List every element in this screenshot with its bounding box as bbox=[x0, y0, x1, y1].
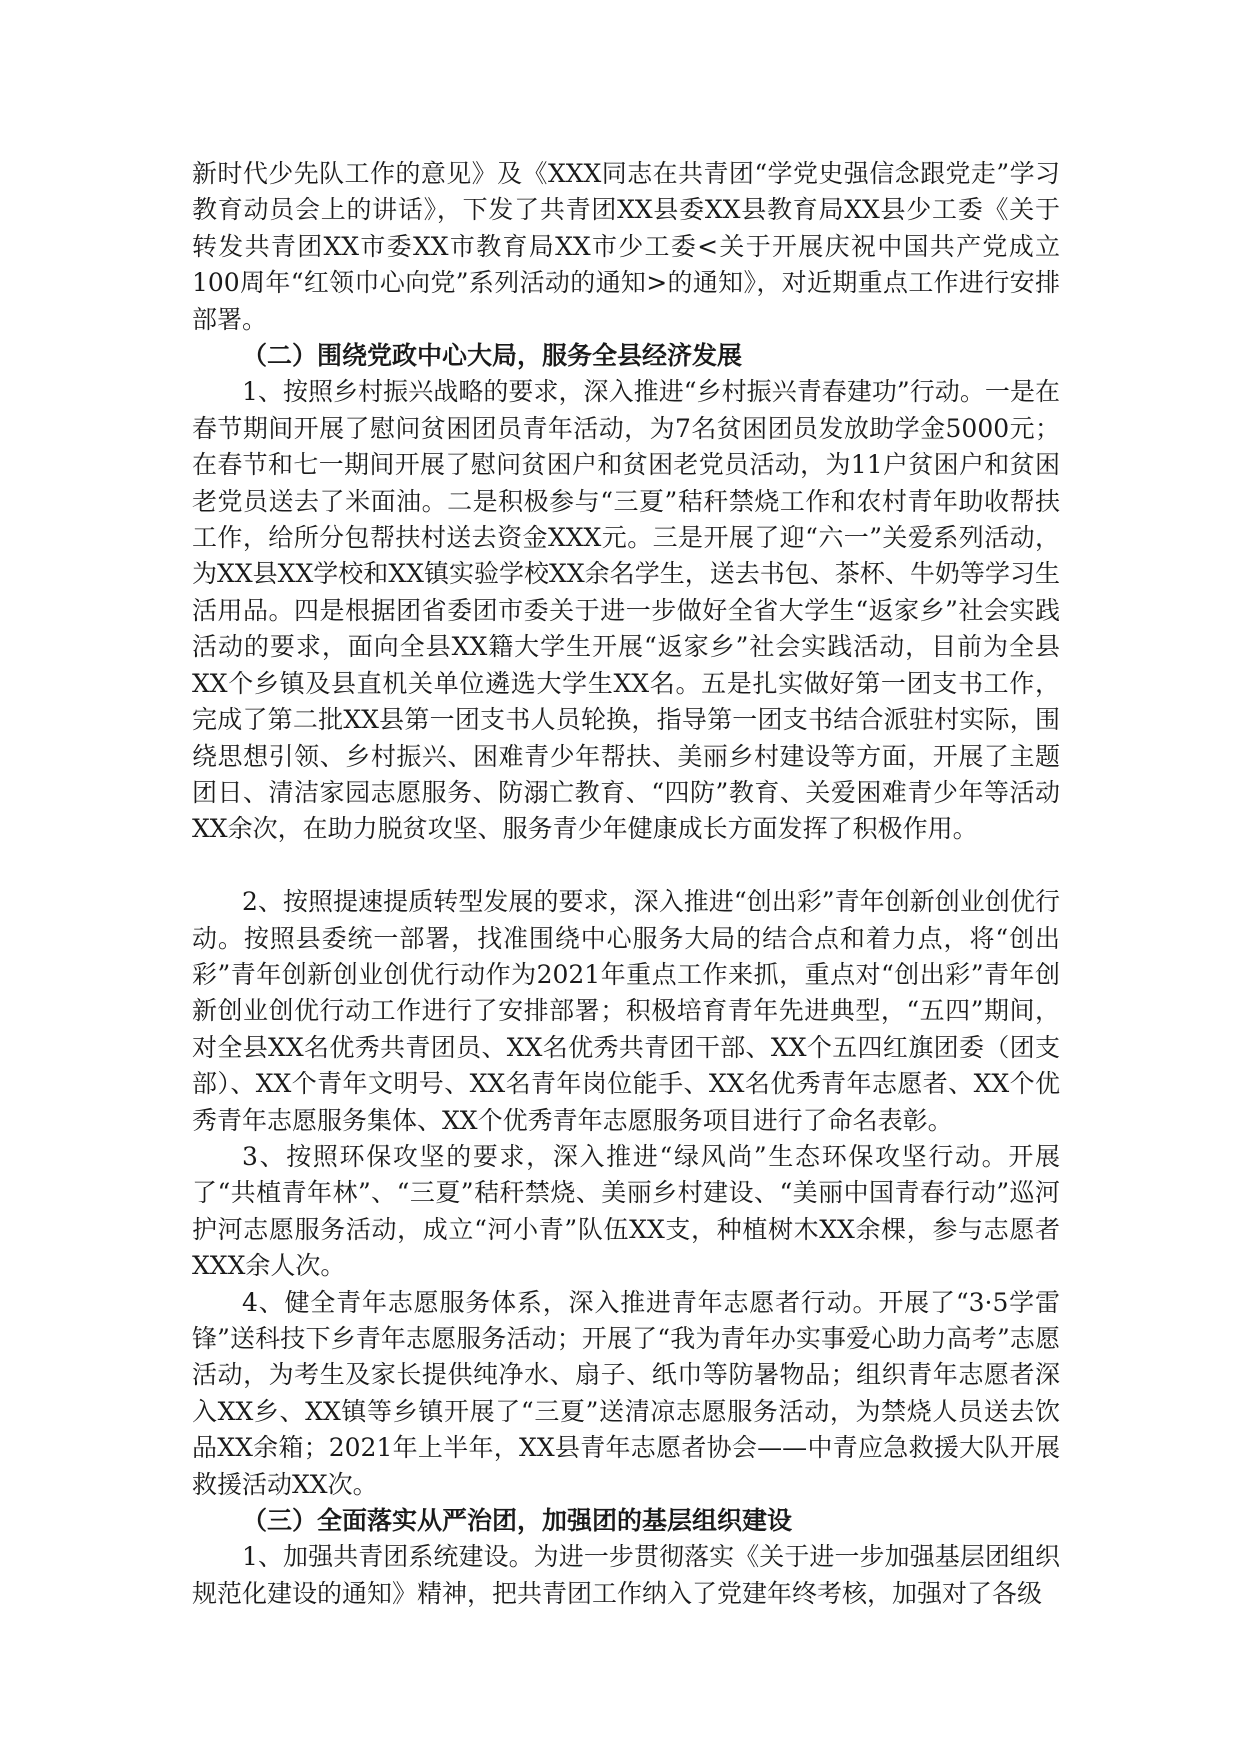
paragraph-rural-revitalization: 1、按照乡村振兴战略的要求，深入推进“乡村振兴青春建功”行动。一是在春节期间开展了慰问贫困团员青年活动，为7名贫困团员发放助学金5000元；在春节和七一期间开展了慰问贫困户和贫困老党员活动，为11户贫困户和贫困老党员送去了米面油。二是积极参与“三夏”秸秆禁烧工作和农村青年助收帮扶工作，给所分包帮扶村送去资金XXX元。三是开展了迎“六一”关爱系列活动，为XX县XX学校和XX镇实验学校XX余名学生，送去书包、茶杯、牛奶等学习生活用品。四是根据团省委团市委关于进一步做好全省大学生“返家乡”社会实践活动的要求，面向全县XX籍大学生开展“返家乡”社会实践活动，目前为全县XX个乡镇及县直机关单位遴选大学生XX名。五是扎实做好第一团支书工作，完成了第二批XX县第一团支书人员轮换，指导第一团支书结合派驻村实际，围绕思想引领、乡村振兴、困难青少年帮扶、美丽乡村建设等方面，开展了主题团日、清洁家园志愿服务、防溺亡教育、“四防”教育、关爱困难青少年等活动XX余次，在助力脱贫攻坚、服务青少年健康成长方面发挥了积极作用。 bbox=[192, 377, 1060, 844]
section-heading-3: （三）全面落实从严治团，加强团的基层组织建设 bbox=[242, 1506, 793, 1536]
paragraph-gap bbox=[192, 848, 1060, 884]
document-page bbox=[192, 156, 1060, 1612]
paragraph-organization: 1、加强共青团系统建设。为进一步贯彻落实《关于进一步加强基层团组织规范化建设的通知》精神，把共青团工作纳入了党建年终考核，加强对了各级 bbox=[192, 1542, 1060, 1608]
section-heading-2: （二）围绕党政中心大局，服务全县经济发展 bbox=[242, 341, 743, 371]
paragraph-innovation: 2、按照提速提质转型发展的要求，深入推进“创出彩”青年创新创业创优行动。按照县委统一部署，找准围绕中心服务大局的结合点和着力点，将“创出彩”青年创新创业创优行动作为2021年重点工作来抓，重点对“创出彩”青年创新创业创优行动工作进行了安排部署；积极培育青年先进典型，“五四”期间，对全县XX名优秀共青团员、XX名优秀共青团干部、XX个五四红旗团委（团支部）、XX个青年文明号、XX名青年岗位能手、XX名优秀青年志愿者、XX个优秀青年志愿服务集体、XX个优秀青年志愿服务项目进行了命名表彰。 bbox=[192, 887, 1060, 1135]
paragraph-intro: 新时代少先队工作的意见》及《XXX同志在共青团“学党史强信念跟党走”学习教育动员会上的讲话》，下发了共青团XX县委XX县教育局XX县少工委《关于转发共青团XX市委XX市教育局XX市少工委<关于开展庆祝中国共产党成立100周年“红领巾心向党”系列活动的通知>的通知》，对近期重点工作进行安排部署。 bbox=[192, 159, 1060, 334]
paragraph-volunteer: 4、健全青年志愿服务体系，深入推进青年志愿者行动。开展了“3·5学雷锋”送科技下乡青年志愿服务活动；开展了“我为青年办实事爱心助力高考”志愿活动，为考生及家长提供纯净水、扇子、纸巾等防暑物品；组织青年志愿者深入XX乡、XX镇等乡镇开展了“三夏”送清凉志愿服务活动，为禁烧人员送去饮品XX余箱；2021年上半年，XX县青年志愿者协会——中青应急救援大队开展救援活动XX次。 bbox=[192, 1287, 1060, 1499]
paragraph-environment: 3、按照环保攻坚的要求，深入推进“绿风尚”生态环保攻坚行动。开展了“共植青年林”、“三夏”秸秆禁烧、美丽乡村建设、“美丽中国青春行动”巡河护河志愿服务活动，成立“河小青”队伍XX支，种植树木XX余棵，参与志愿者XXX余人次。 bbox=[192, 1141, 1060, 1281]
